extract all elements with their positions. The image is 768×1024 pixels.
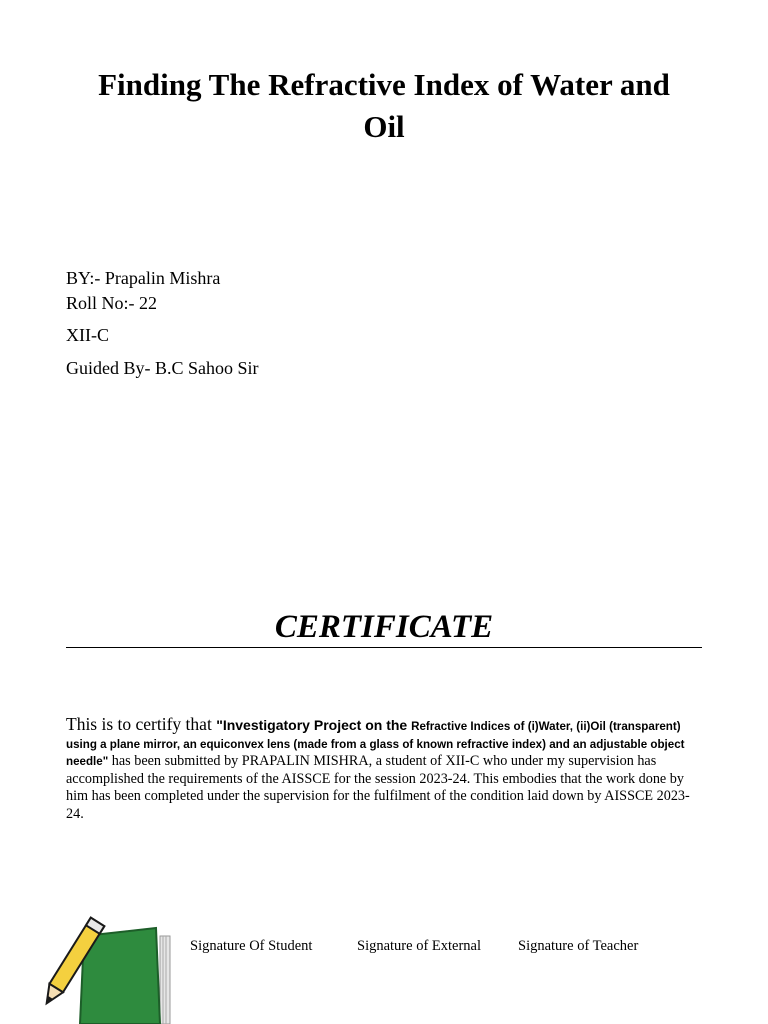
title-line-2: Oil — [363, 109, 405, 144]
class-section: XII-C — [66, 325, 109, 345]
signature-external: Signature of External — [357, 938, 482, 954]
certificate-body — [66, 716, 706, 824]
signature-student: Signature Of Student — [190, 938, 313, 954]
book-and-pencil-icon — [44, 914, 174, 1024]
signature-teacher: Signature of Teacher — [518, 938, 639, 954]
heading-divider — [66, 647, 702, 648]
title-line-1: Finding The Refractive Index of Water and — [98, 67, 670, 102]
certificate-heading: CERTIFICATE — [274, 609, 494, 645]
guide-name: Guided By- B.C Sahoo Sir — [66, 358, 259, 378]
certificate-rest: has been submitted by PRAPALIN MISHRA, a student of XII-C who under my supervision has accomplished the requirements of the AISSCE for the session 2023-24. This embodies that the work done by him has been completed under the supervision for the fulfilment of the condition laid down by AISSCE 2023-24. — [66, 753, 690, 822]
project-title: Refractive Indices of (i)Water, (ii)Oil (transparent) using a plane mirror, an equiconvex lens (made from a glass of known refractive index) and an adjustable object needle" — [66, 720, 685, 769]
project-lead: "Investigatory Project on the — [216, 717, 412, 733]
book-pages-icon — [160, 936, 170, 1024]
certificate-intro: This is to certify that — [66, 714, 217, 734]
document-title — [40, 64, 728, 148]
roll-number: Roll No:- 22 — [66, 293, 158, 313]
author-name: BY:- Prapalin Mishra — [66, 268, 221, 288]
